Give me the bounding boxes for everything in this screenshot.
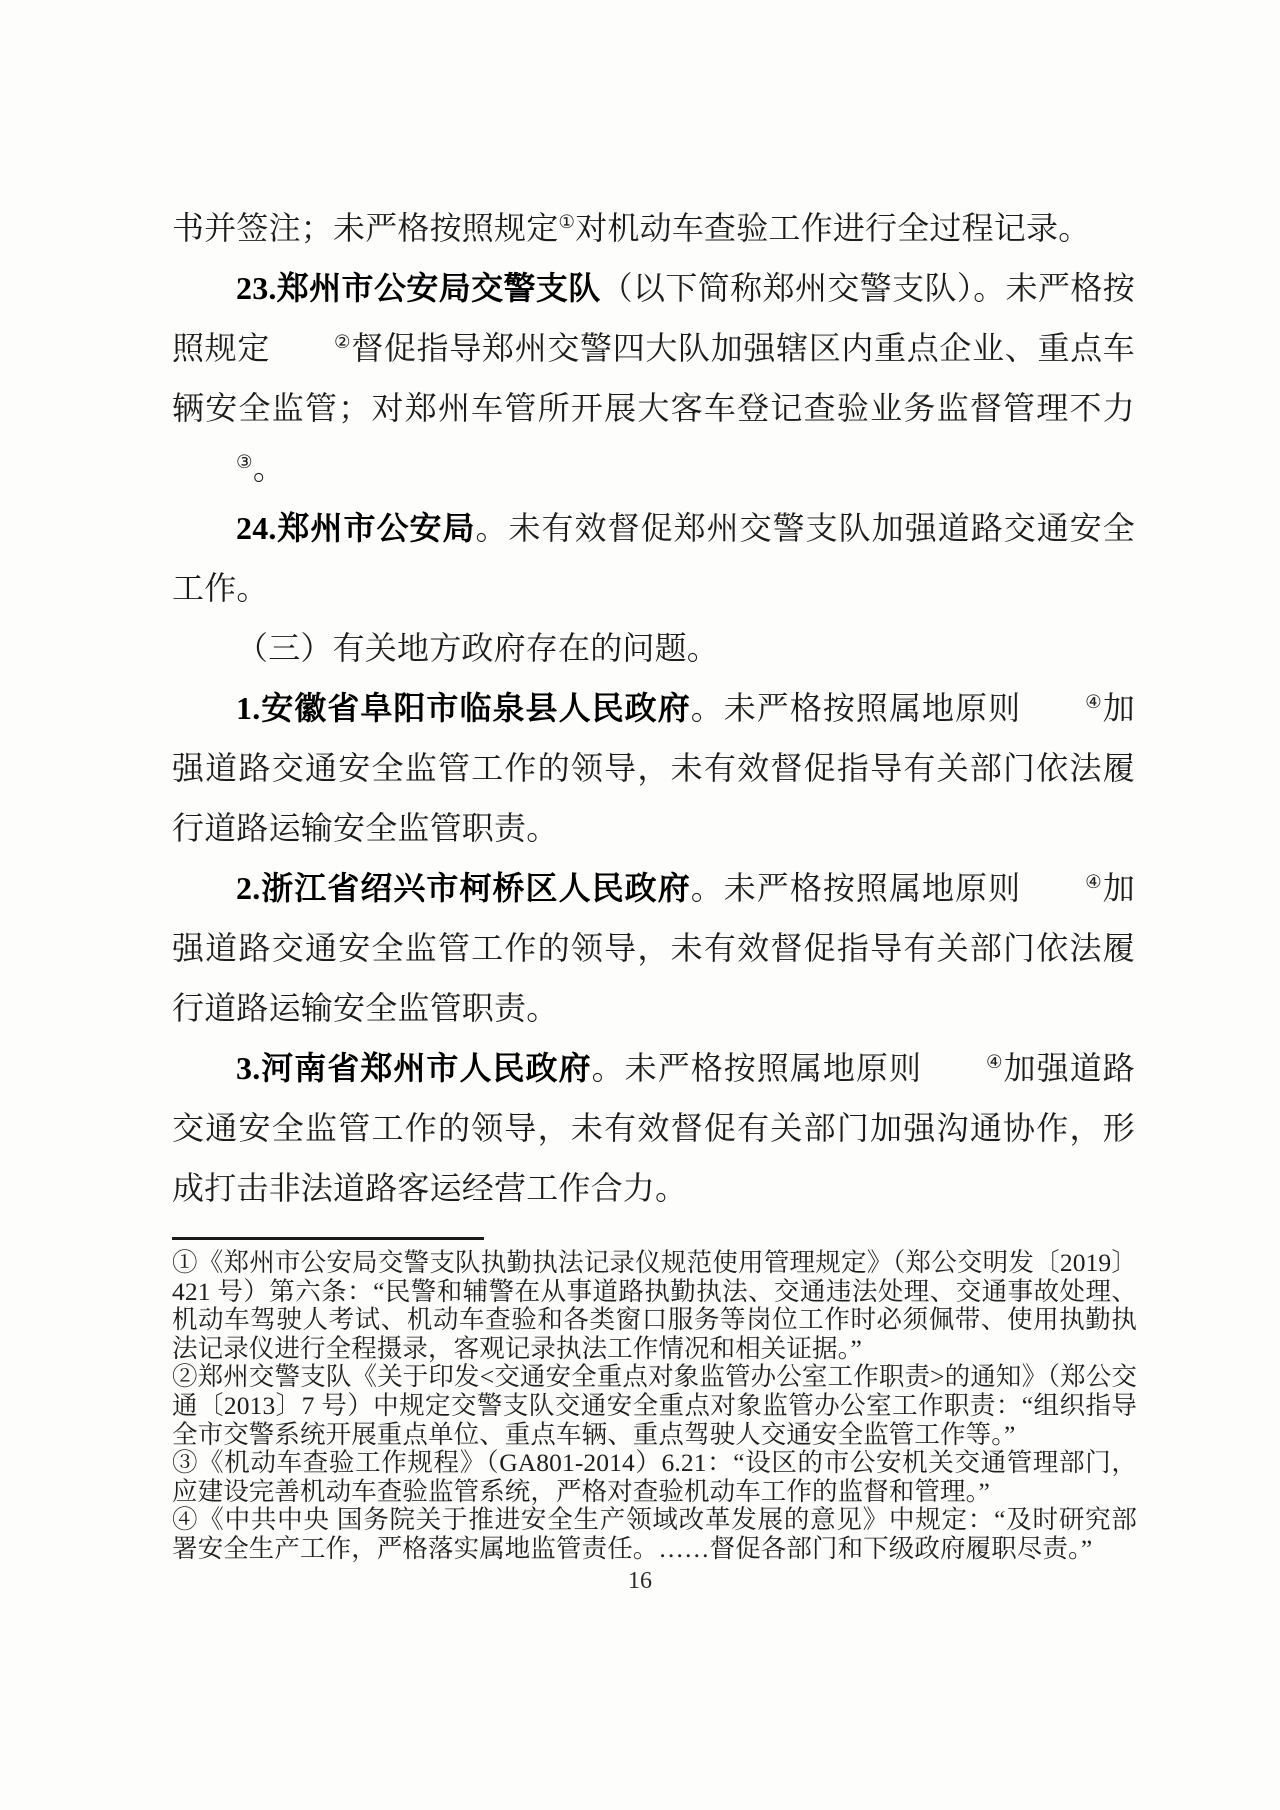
body-text-run: 加强道路交通安全监管工作的领导，未有效督促指导有关部门依法履行道路运输安全监管职责。 — [172, 690, 1135, 846]
body-text-run: 加强道路交通安全监管工作的领导，未有效督促有关部门加强沟通协作，形成打击非法道路客运经营工作合力。 — [172, 1050, 1135, 1206]
body-text-run: 书并签注；未严格按照规定 — [172, 210, 559, 246]
paragraph-item-23: 23.郑州市公安局交警支队（以下简称郑州交警支队）。未严格按照规定 ②督促指导郑州交警四大队加强辖区内重点企业、重点车辆安全监管；对郑州车管所开展大客车登记查验业务监督管理不力③。 — [172, 270, 1135, 486]
paragraph-item-1: 1.安徽省阜阳市临泉县人民政府。未严格按照属地原则 ④加强道路交通安全监管工作的领导，未有效督促指导有关部门依法履行道路运输安全监管职责。 — [172, 690, 1135, 846]
paragraph-item-24 — [172, 498, 1135, 618]
body-text-run: 。未严格按照属地原则 — [591, 1050, 923, 1086]
body-text-run: 督促指导郑州交警四大队加强辖区内重点企业、重点车辆安全监管；对郑州车管所开展大客车登记查验业务监督管理不力 — [172, 330, 1135, 426]
item-24-heading: 24.郑州市公安局 — [236, 510, 476, 546]
footnote-2: ②郑州交警支队《关于印发<交通安全重点对象监管办公室工作职责>的通知》（郑公交通〔2013〕7 号）中规定交警支队交通安全重点对象监管办公室工作职责：“组织指导全市交警系统开展重点单位、重点车辆、重点驾驶人交通安全监管工作等。” — [172, 1362, 1137, 1449]
body-text-run: 加强道路交通安全监管工作的领导，未有效督促指导有关部门依法履行道路运输安全监管职责。 — [172, 870, 1135, 1026]
body-text-run: 。 — [252, 450, 286, 486]
page-number: 16 — [628, 1568, 652, 1594]
footnote-4: ④《中共中央 国务院关于推进安全生产领域改革发展的意见》中规定：“及时研究部署安全生产工作，严格落实属地监管责任。……督促各部门和下级政府履职尽责。” — [172, 1505, 1137, 1563]
footnote-separator — [172, 1237, 484, 1240]
body-text-run: 对机动车查验工作进行全过程记录。 — [575, 210, 1091, 246]
footnote-1: ①《郑州市公安局交警支队执勤执法记录仪规范使用管理规定》（郑公交明发〔2019〕421 号）第六条：“民警和辅警在从事道路执勤执法、交通违法处理、交通事故处理、机动车驾驶人考试、机动车查验和各类窗口服务等岗位工作时必须佩带、使用执勤执法记录仪进行全程摄录，客观记录执法工作情况和相关证据。” — [172, 1248, 1137, 1363]
paragraph-item-2: 2.浙江省绍兴市柯桥区人民政府。未严格按照属地原则 ④加强道路交通安全监管工作的领导，未有效督促指导有关部门依法履行道路运输安全监管职责。 — [172, 870, 1135, 1026]
item-2-heading: 2.浙江省绍兴市柯桥区人民政府 — [236, 870, 691, 906]
paragraph-continuation: 书并签注；未严格按照规定①对机动车查验工作进行全过程记录。 — [172, 210, 1091, 246]
body-text-run: （以下简称郑州交警支队）。未严格按照规定 — [172, 270, 1135, 366]
section-heading-3 — [172, 618, 1135, 678]
item-23-heading: 23.郑州市公安局交警支队 — [236, 270, 601, 306]
footnote-3: ③《机动车查验工作规程》（GA801-2014）6.21：“设区的市公安机关交通管理部门，应建设完善机动车查验监管系统，严格对查验机动车工作的监督和管理。” — [172, 1448, 1137, 1506]
footnotes — [172, 1249, 1137, 1564]
item-1-heading: 1.安徽省阜阳市临泉县人民政府 — [236, 690, 691, 726]
paragraph-item-3: 3.河南省郑州市人民政府。未严格按照属地原则 ④加强道路交通安全监管工作的领导，未有效督促有关部门加强沟通协作，形成打击非法道路客运经营工作合力。 — [172, 1050, 1135, 1206]
section-heading-text: （三）有关地方政府存在的问题。 — [236, 630, 720, 666]
item-3-heading: 3.河南省郑州市人民政府 — [236, 1050, 592, 1086]
body-text-run: 。未严格按照属地原则 — [690, 870, 1022, 906]
document-body — [172, 198, 1135, 1218]
body-text-run: 。未有效督促郑州交警支队加强道路交通安全工作。 — [172, 510, 1135, 606]
body-text-run: 。未严格按照属地原则 — [690, 690, 1022, 726]
